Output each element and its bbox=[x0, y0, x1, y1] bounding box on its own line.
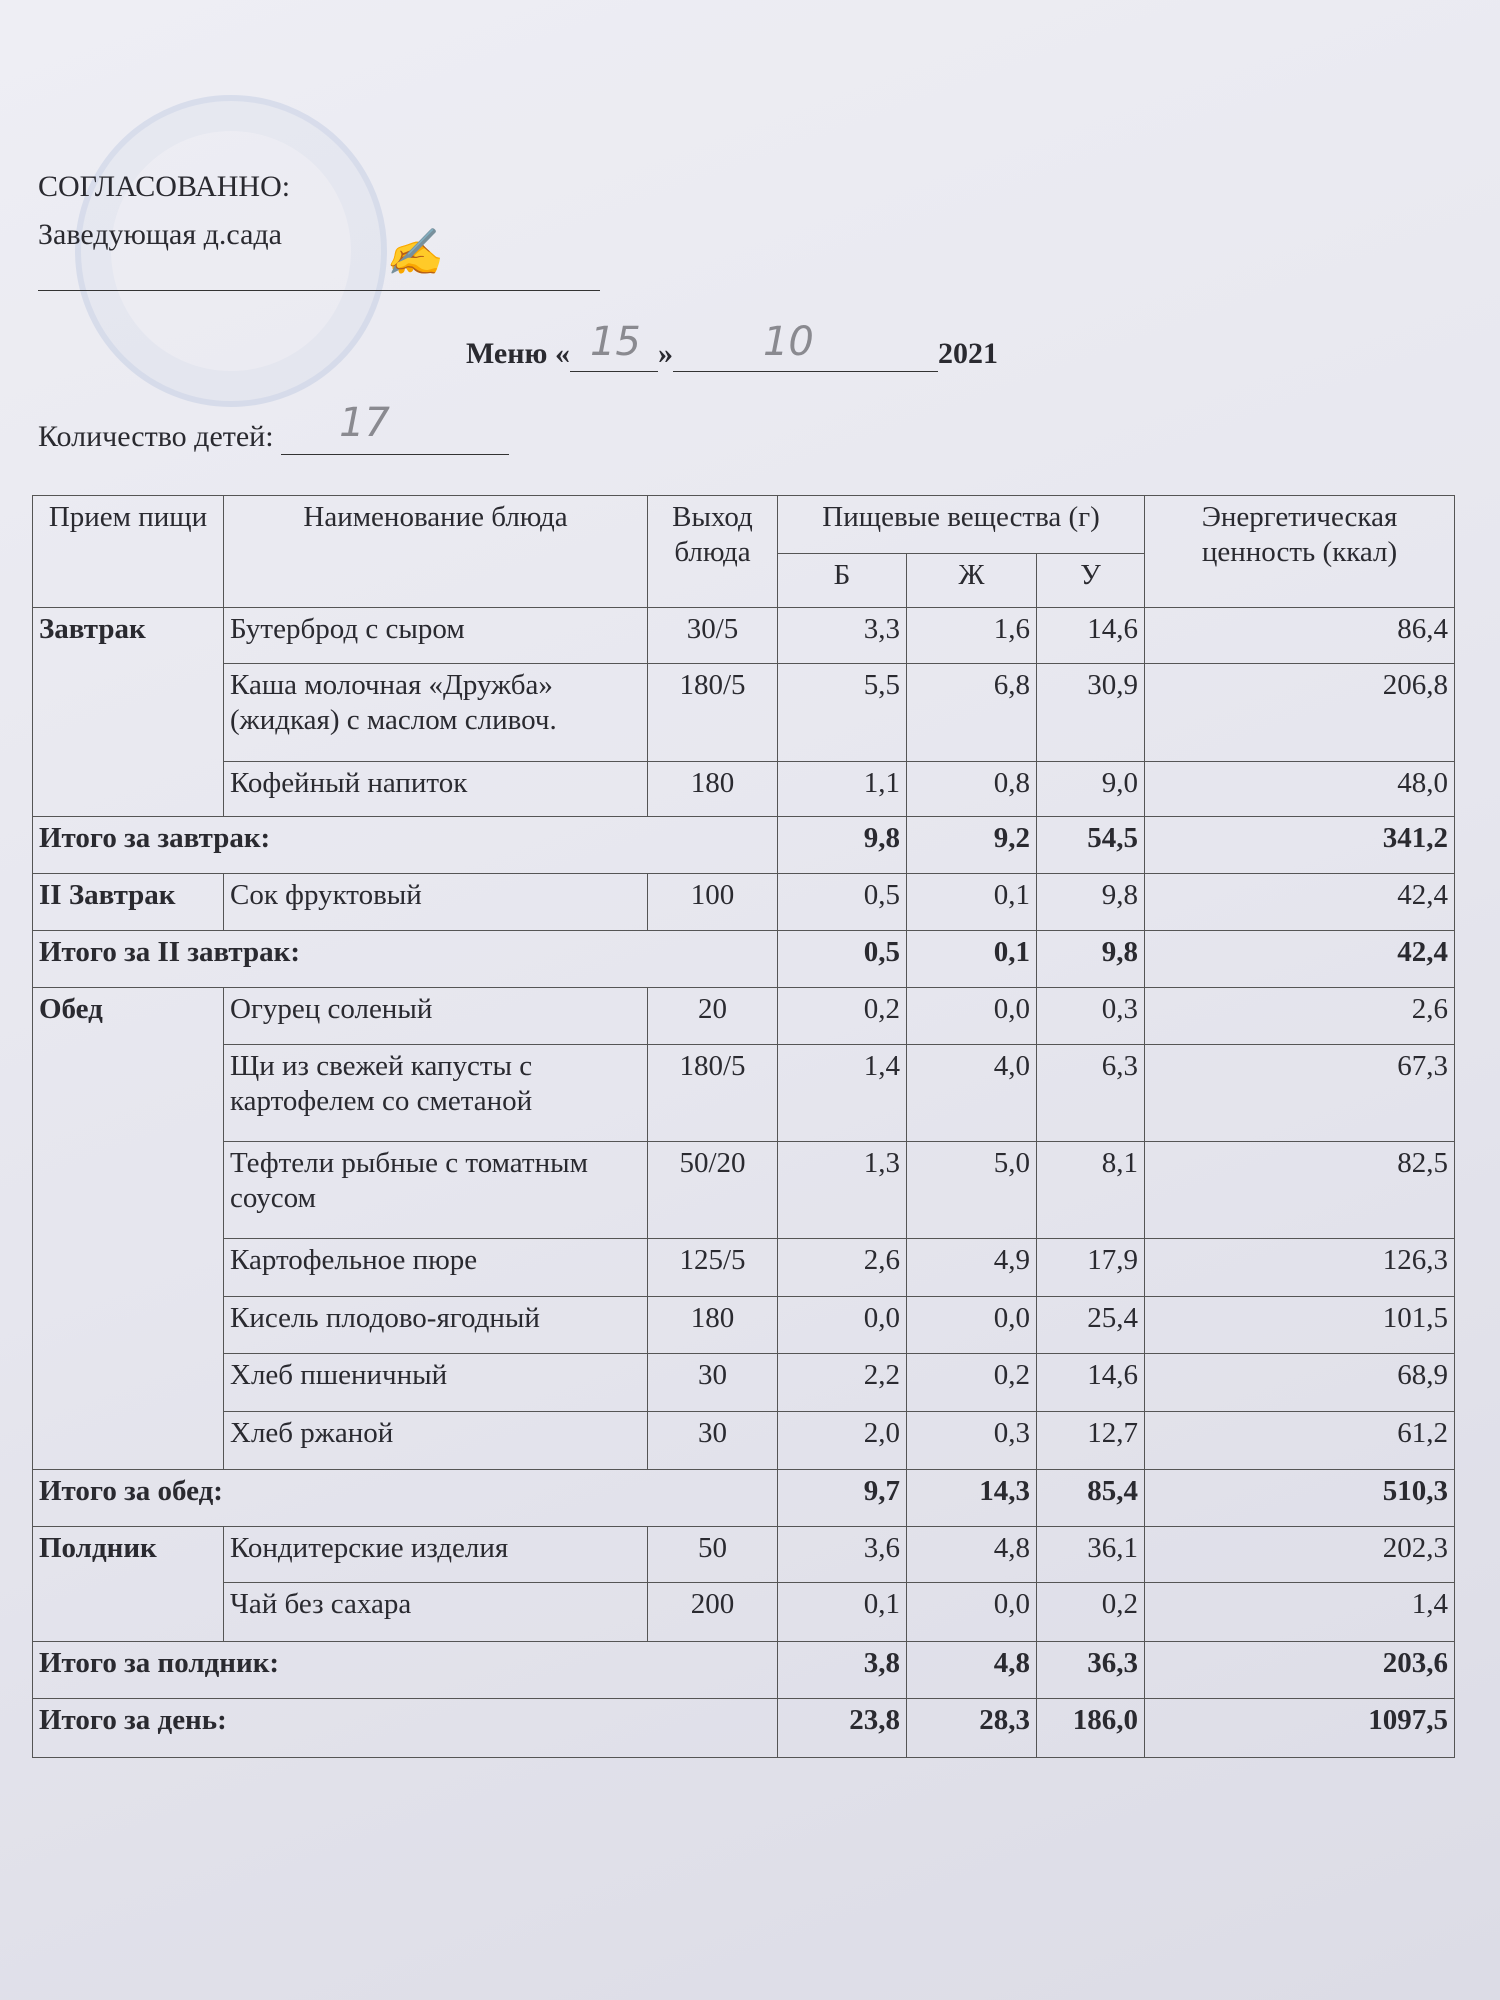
protein-value: 1,1 bbox=[778, 762, 907, 817]
meal-name: Полдник bbox=[33, 1527, 224, 1642]
table-row bbox=[33, 874, 1455, 931]
fat-value: 6,8 bbox=[907, 664, 1037, 762]
fat-value: 0,2 bbox=[907, 1354, 1037, 1412]
month-value: 10 bbox=[762, 319, 814, 365]
subtotal-row bbox=[33, 1642, 1455, 1699]
dish-name: Каша молочная «Дружба» (жидкая) с маслом сливоч. bbox=[224, 664, 648, 762]
carbs-value: 12,7 bbox=[1037, 1412, 1145, 1470]
table-row bbox=[33, 1583, 1455, 1642]
fat-value: 0,0 bbox=[907, 988, 1037, 1045]
children-label: Количество детей: bbox=[38, 420, 274, 453]
energy-value: 2,6 bbox=[1145, 988, 1455, 1045]
dish-name: Кофейный напиток bbox=[224, 762, 648, 817]
children-count: 17 bbox=[339, 400, 390, 446]
table-row bbox=[33, 664, 1455, 762]
fat-day-total: 28,3 bbox=[907, 1699, 1037, 1758]
protein-value: 2,6 bbox=[778, 1239, 907, 1297]
fat-value: 4,9 bbox=[907, 1239, 1037, 1297]
dish-yield: 100 bbox=[648, 874, 778, 931]
subtotal-row bbox=[33, 817, 1455, 874]
header-yield: Выход блюда bbox=[648, 496, 778, 608]
carbs-value: 8,1 bbox=[1037, 1142, 1145, 1239]
menu-label: Меню « bbox=[466, 337, 570, 370]
dish-name: Кондитерские изделия bbox=[224, 1527, 648, 1583]
protein-value: 0,5 bbox=[778, 874, 907, 931]
energy-value: 68,9 bbox=[1145, 1354, 1455, 1412]
dish-yield: 180 bbox=[648, 762, 778, 817]
dish-yield: 50/20 bbox=[648, 1142, 778, 1239]
carbs-total: 36,3 bbox=[1037, 1642, 1145, 1699]
dish-name: Чай без сахара bbox=[224, 1583, 648, 1642]
fat-value: 1,6 bbox=[907, 608, 1037, 664]
header-nutrients: Пищевые вещества (г) bbox=[778, 496, 1145, 554]
subtotal-row bbox=[33, 1470, 1455, 1527]
protein-value: 2,2 bbox=[778, 1354, 907, 1412]
dish-name: Кисель плодово-ягодный bbox=[224, 1297, 648, 1354]
fat-value: 0,1 bbox=[907, 874, 1037, 931]
carbs-total: 54,5 bbox=[1037, 817, 1145, 874]
energy-total: 42,4 bbox=[1145, 931, 1455, 988]
energy-value: 67,3 bbox=[1145, 1045, 1455, 1142]
dish-name: Сок фруктовый bbox=[224, 874, 648, 931]
energy-value: 86,4 bbox=[1145, 608, 1455, 664]
table-row bbox=[33, 1142, 1455, 1239]
dish-yield: 50 bbox=[648, 1527, 778, 1583]
menu-table bbox=[32, 495, 1455, 1758]
fat-value: 0,8 bbox=[907, 762, 1037, 817]
fat-total: 4,8 bbox=[907, 1642, 1037, 1699]
protein-value: 2,0 bbox=[778, 1412, 907, 1470]
meal-name: Завтрак bbox=[33, 608, 224, 817]
menu-mid: » bbox=[657, 337, 673, 370]
carbs-value: 14,6 bbox=[1037, 1354, 1145, 1412]
protein-value: 3,3 bbox=[778, 608, 907, 664]
dish-yield: 20 bbox=[648, 988, 778, 1045]
protein-value: 0,0 bbox=[778, 1297, 907, 1354]
carbs-value: 25,4 bbox=[1037, 1297, 1145, 1354]
dish-name: Щи из свежей капусты с картофелем со сметаной bbox=[224, 1045, 648, 1142]
carbs-value: 6,3 bbox=[1037, 1045, 1145, 1142]
subtotal-row bbox=[33, 931, 1455, 988]
children-count-row bbox=[38, 400, 509, 455]
dish-name: Хлеб пшеничный bbox=[224, 1354, 648, 1412]
year-value: 2021 bbox=[937, 337, 998, 370]
energy-value: 82,5 bbox=[1145, 1142, 1455, 1239]
subtotal-label: Итого за завтрак: bbox=[33, 817, 778, 874]
dish-yield: 30 bbox=[648, 1354, 778, 1412]
header-energy: Энергетическая ценность (ккал) bbox=[1145, 496, 1455, 608]
dish-name: Картофельное пюре bbox=[224, 1239, 648, 1297]
carbs-value: 36,1 bbox=[1037, 1527, 1145, 1583]
day-total-label: Итого за день: bbox=[33, 1699, 778, 1758]
day-total-row bbox=[33, 1699, 1455, 1758]
header-fat: Ж bbox=[907, 554, 1037, 608]
carbs-value: 9,0 bbox=[1037, 762, 1145, 817]
table-row bbox=[33, 1354, 1455, 1412]
carbs-value: 30,9 bbox=[1037, 664, 1145, 762]
protein-day-total: 23,8 bbox=[778, 1699, 907, 1758]
dish-yield: 30 bbox=[648, 1412, 778, 1470]
fat-total: 14,3 bbox=[907, 1470, 1037, 1527]
fat-total: 9,2 bbox=[907, 817, 1037, 874]
header-dish: Наименование блюда bbox=[224, 496, 648, 608]
carbs-value: 0,3 bbox=[1037, 988, 1145, 1045]
header-meal: Прием пищи bbox=[33, 496, 224, 608]
protein-value: 3,6 bbox=[778, 1527, 907, 1583]
carbs-total: 9,8 bbox=[1037, 931, 1145, 988]
subtotal-label: Итого за полдник: bbox=[33, 1642, 778, 1699]
position-label: Заведующая д.сада bbox=[38, 218, 282, 251]
fat-value: 0,0 bbox=[907, 1297, 1037, 1354]
table-row bbox=[33, 1045, 1455, 1142]
table-row bbox=[33, 1527, 1455, 1583]
energy-total: 510,3 bbox=[1145, 1470, 1455, 1527]
energy-total: 203,6 bbox=[1145, 1642, 1455, 1699]
energy-value: 126,3 bbox=[1145, 1239, 1455, 1297]
carbs-value: 17,9 bbox=[1037, 1239, 1145, 1297]
energy-value: 42,4 bbox=[1145, 874, 1455, 931]
energy-day-total: 1097,5 bbox=[1145, 1699, 1455, 1758]
protein-value: 1,4 bbox=[778, 1045, 907, 1142]
table-row bbox=[33, 1297, 1455, 1354]
energy-total: 341,2 bbox=[1145, 817, 1455, 874]
energy-value: 101,5 bbox=[1145, 1297, 1455, 1354]
header-carbs: У bbox=[1037, 554, 1145, 608]
protein-value: 0,1 bbox=[778, 1583, 907, 1642]
dish-yield: 125/5 bbox=[648, 1239, 778, 1297]
carbs-value: 9,8 bbox=[1037, 874, 1145, 931]
dish-name: Хлеб ржаной bbox=[224, 1412, 648, 1470]
carbs-value: 14,6 bbox=[1037, 608, 1145, 664]
energy-value: 1,4 bbox=[1145, 1583, 1455, 1642]
subtotal-label: Итого за обед: bbox=[33, 1470, 778, 1527]
day-value: 15 bbox=[589, 319, 641, 365]
protein-total: 9,7 bbox=[778, 1470, 907, 1527]
carbs-value: 0,2 bbox=[1037, 1583, 1145, 1642]
table-row bbox=[33, 988, 1455, 1045]
fat-value: 4,8 bbox=[907, 1527, 1037, 1583]
fat-value: 5,0 bbox=[907, 1142, 1037, 1239]
dish-name: Огурец соленый bbox=[224, 988, 648, 1045]
table-row bbox=[33, 762, 1455, 817]
menu-date bbox=[466, 319, 998, 372]
meal-name: Обед bbox=[33, 988, 224, 1470]
carbs-day-total: 186,0 bbox=[1037, 1699, 1145, 1758]
energy-value: 202,3 bbox=[1145, 1527, 1455, 1583]
energy-value: 61,2 bbox=[1145, 1412, 1455, 1470]
protein-total: 3,8 bbox=[778, 1642, 907, 1699]
dish-yield: 180/5 bbox=[648, 664, 778, 762]
signature: ✍ bbox=[385, 225, 443, 279]
dish-yield: 180/5 bbox=[648, 1045, 778, 1142]
fat-value: 4,0 bbox=[907, 1045, 1037, 1142]
protein-value: 1,3 bbox=[778, 1142, 907, 1239]
protein-total: 0,5 bbox=[778, 931, 907, 988]
carbs-total: 85,4 bbox=[1037, 1470, 1145, 1527]
dish-name: Бутерброд с сыром bbox=[224, 608, 648, 664]
approved-label: СОГЛАСОВАННО: bbox=[38, 170, 291, 203]
subtotal-label: Итого за II завтрак: bbox=[33, 931, 778, 988]
energy-value: 48,0 bbox=[1145, 762, 1455, 817]
dish-yield: 180 bbox=[648, 1297, 778, 1354]
protein-value: 0,2 bbox=[778, 988, 907, 1045]
energy-value: 206,8 bbox=[1145, 664, 1455, 762]
protein-total: 9,8 bbox=[778, 817, 907, 874]
protein-value: 5,5 bbox=[778, 664, 907, 762]
table-row bbox=[33, 1412, 1455, 1470]
header-protein: Б bbox=[778, 554, 907, 608]
table-row bbox=[33, 1239, 1455, 1297]
fat-total: 0,1 bbox=[907, 931, 1037, 988]
signature-line bbox=[38, 290, 600, 291]
table-row bbox=[33, 608, 1455, 664]
dish-yield: 30/5 bbox=[648, 608, 778, 664]
dish-name: Тефтели рыбные с томатным соусом bbox=[224, 1142, 648, 1239]
fat-value: 0,0 bbox=[907, 1583, 1037, 1642]
dish-yield: 200 bbox=[648, 1583, 778, 1642]
fat-value: 0,3 bbox=[907, 1412, 1037, 1470]
meal-name: II Завтрак bbox=[33, 874, 224, 931]
